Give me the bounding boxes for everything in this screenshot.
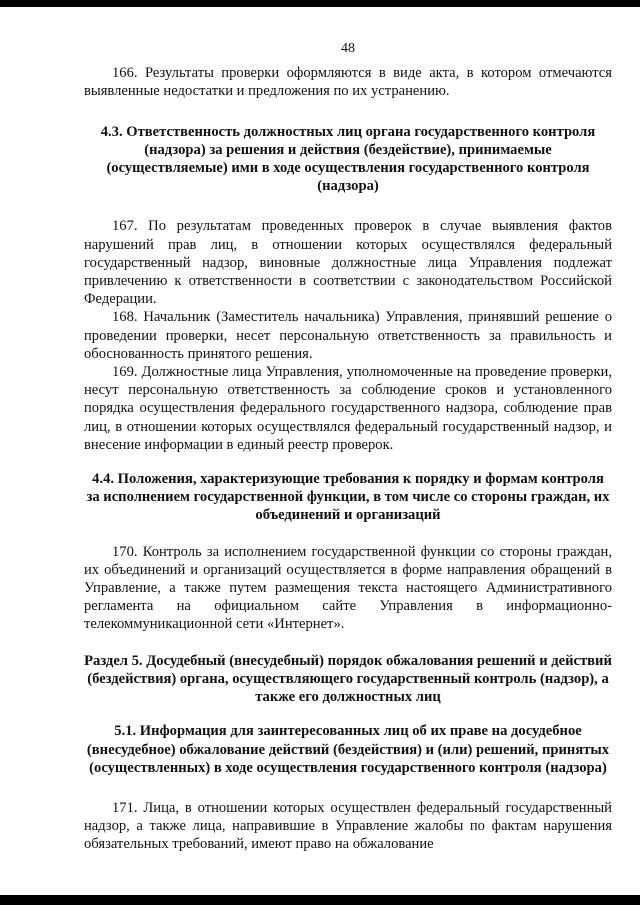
paragraph-170: 170. Контроль за исполнением государственной функции со стороны граждан, их объединений и организаций осуществляется в форме направления обращений в Управление, а также путем размещения текста настоящего Административного регламента на официальном сайте Управления в информационно-телекоммуникационной сети «Интернет». — [84, 543, 612, 633]
paragraph-169: 169. Должностные лица Управления, уполномоченные на проведение проверки, несут персональную ответственность за соблюдение сроков и установленного порядка осуществления федерального государственного надзора, соблюдение прав лиц, в отношении которых осуществлялся федеральный государственный надзор, и внесение информации в единый реестр проверок. — [84, 364, 612, 453]
heading-4-4: 4.4. Положения, характеризующие требования к порядку и формам контроля за исполнением государственной функции, в том числе со стороны граждан, их объединений и организаций — [86, 471, 610, 524]
heading-4-3: 4.3. Ответственность должностных лиц органа государственного контроля (надзора) за решения и действия (бездействие), принимаемые (осуществляемые) ими в ходе осуществления государственного контроля (надзора) — [100, 123, 596, 195]
paragraph-167: 167. По результатам проведенных проверок в случае выявления фактов нарушений прав лиц, в отношении которых осуществлялся федеральный государственный надзор, виновные должностные лица Управления подлежат привлечению к ответственности в соответствии с законодательством Российской Федерации. — [84, 218, 612, 308]
document-page — [84, 40, 612, 854]
paragraph-166: 166. Результаты проверки оформляются в виде акта, в котором отмечаются выявленные недостатки и предложения по их устранению. — [84, 65, 612, 100]
scan-bottom-edge — [0, 895, 640, 905]
heading-5-1: 5.1. Информация для заинтересованных лиц об их праве на досудебное (внесудебное) обжалование действий (бездействия) и (или) решений, принятых (осуществленных) в ходе осуществления государственного контроля (надзора) — [86, 723, 610, 776]
paragraph-168: 168. Начальник (Заместитель начальника) Управления, принявший решение о проведении проверки, несет персональную ответственность за правильность и обоснованность принятого решения. — [84, 309, 612, 362]
scan-top-edge — [0, 0, 640, 7]
paragraph-171: 171. Лица, в отношении которых осуществлен федеральный государственный надзор, а также лица, направившие в Управление жалобы по фактам нарушения обязательных требований, имеют право на обжалование — [84, 799, 612, 853]
heading-section-5: Раздел 5. Досудебный (внесудебный) порядок обжалования решений и действий (бездействия) органа, осуществляющего государственный контроль (надзор), а также его должностных лиц — [84, 652, 612, 706]
page-number: 48 — [341, 41, 355, 56]
